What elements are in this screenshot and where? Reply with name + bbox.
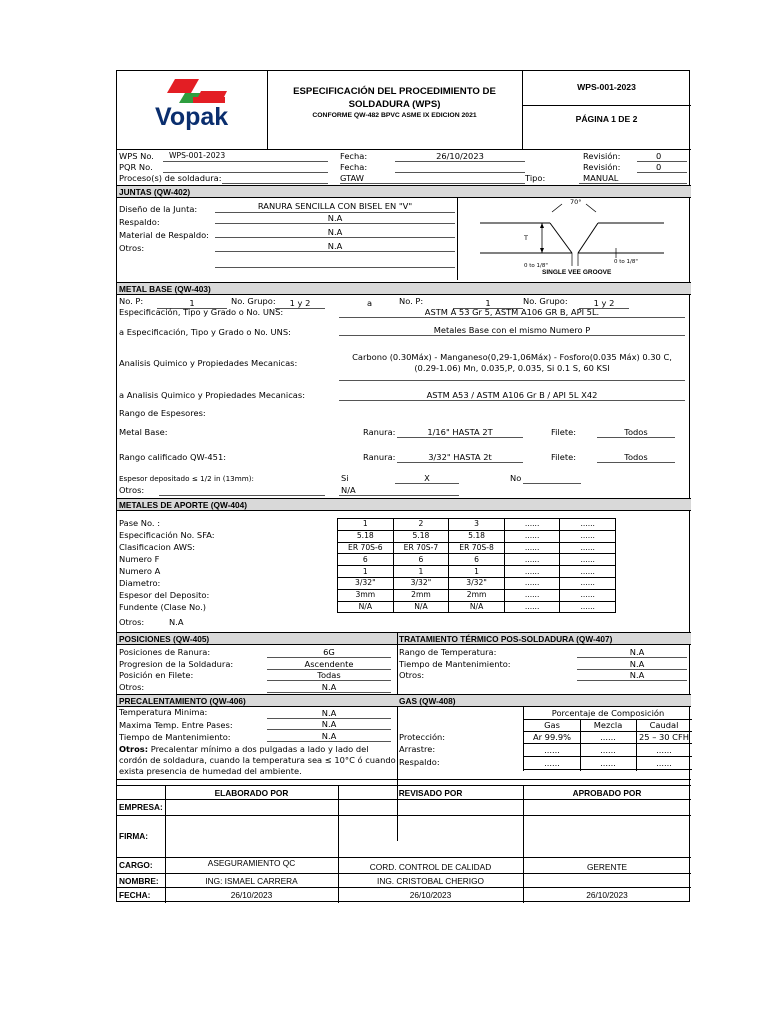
gas-col-caudal: Caudal bbox=[649, 720, 679, 730]
aporte-table-row bbox=[338, 589, 616, 601]
section-gas: GAS (QW-408) bbox=[399, 696, 456, 706]
process-label: Proceso(s) de soldadura: bbox=[119, 173, 222, 183]
material-label: Material de Respaldo: bbox=[119, 230, 209, 240]
gas-respaldo-label: Respaldo: bbox=[399, 757, 440, 767]
aporte-cell: ...... bbox=[504, 530, 560, 542]
gas-table bbox=[523, 707, 691, 771]
espec-value: ASTM A 53 Gr 5, ASTM A106 GR B, API 5L. bbox=[424, 307, 600, 317]
analisis-label: Analisis Quimico y Propiedades Mecanicas: bbox=[119, 358, 298, 368]
aporte-cell: 1 bbox=[449, 566, 505, 578]
sig-fecha-1: 26/10/2023 bbox=[230, 890, 273, 900]
grupo-label: No. Grupo: bbox=[231, 296, 276, 306]
aporte-cell: ER 70S-6 bbox=[338, 542, 394, 554]
aporte-row-label: Numero F bbox=[119, 554, 160, 564]
aporte-table-row bbox=[338, 577, 616, 589]
no-p-label: No. P: bbox=[119, 296, 144, 306]
aporte-cell: 3/32" bbox=[338, 577, 394, 589]
sig-cargo-1: ASEGURAMIENTO QC bbox=[207, 858, 296, 868]
rango-cal-label: Rango calificado QW-451: bbox=[119, 452, 227, 462]
sig-fecha-3: 26/10/2023 bbox=[586, 890, 628, 900]
aporte-cell: ...... bbox=[560, 601, 616, 613]
aporte-row-label: Espesor del Deposito: bbox=[119, 590, 210, 600]
aporte-cell: 6 bbox=[393, 554, 449, 566]
no-p-value: 1 bbox=[189, 298, 195, 308]
aporte-table-row bbox=[338, 554, 616, 566]
pre-otros-line1 bbox=[119, 744, 395, 754]
rev2-label: Revisión: bbox=[583, 162, 621, 172]
gas-col-gas: Gas bbox=[544, 720, 560, 730]
espesor-label: Espesor depositado ≤ 1/2 in (13mm): bbox=[119, 474, 254, 483]
aporte-cell: N/A bbox=[338, 601, 394, 613]
pre-otros-line2: cordón de soldadura, cuando la temperatura sea ≤ 10°C ó cuando bbox=[119, 755, 396, 765]
gas-arrastre-cell: ...... bbox=[544, 745, 560, 755]
gas-porcentaje: Porcentaje de Composición bbox=[551, 708, 665, 718]
doc-title-line2: SOLDADURA (WPS) bbox=[348, 99, 441, 110]
gas-arrastre-cell: ...... bbox=[600, 745, 616, 755]
pre-max-label: Maxima Temp. Entre Pases: bbox=[119, 720, 233, 730]
pos-ranura-value: 6G bbox=[323, 647, 335, 657]
ranura2-value: 3/32" HASTA 2t bbox=[428, 452, 492, 462]
aporte-cell: ...... bbox=[504, 589, 560, 601]
aporte-row-label: Especificación No. SFA: bbox=[119, 530, 215, 540]
doc-title-line1: ESPECIFICACIÓN DEL PROCEDIMIENTO DE bbox=[293, 86, 496, 97]
doc-subtitle: CONFORME QW-482 BPVC ASME IX EDICION 2021 bbox=[312, 112, 477, 119]
analisis2-label: a Analisis Quimico y Propiedades Mecanicas: bbox=[119, 390, 305, 400]
pre-tiempo-value: N.A bbox=[321, 731, 337, 741]
filete2-value: Todos bbox=[624, 452, 648, 462]
grupo-value: 1 y 2 bbox=[289, 298, 311, 308]
aporte-cell: 1 bbox=[338, 519, 394, 531]
no-p2-label: No. P: bbox=[399, 296, 424, 306]
sig-nombre-1: ING: ISMAEL CARRERA bbox=[205, 876, 298, 886]
sketch-angle: 70° bbox=[570, 198, 582, 206]
aporte-cell: 5.18 bbox=[393, 530, 449, 542]
pre-otros-line3: exista presencia de humedad del ambiente. bbox=[119, 766, 302, 776]
gas-proteccion-cell: 25 – 30 CFH bbox=[639, 732, 689, 742]
tt-otros-value: N.A bbox=[629, 670, 645, 680]
pre-tiempo-label: Tiempo de Mantenimiento: bbox=[119, 732, 231, 742]
aporte-cell: ...... bbox=[560, 554, 616, 566]
rango-label: Rango de Espesores: bbox=[119, 408, 206, 418]
aporte-cell: ...... bbox=[504, 542, 560, 554]
wps-value: WPS-001-2023 bbox=[169, 151, 226, 160]
tipo-value: MANUAL bbox=[583, 173, 619, 183]
section-aporte: METALES DE APORTE (QW-404) bbox=[119, 500, 247, 510]
sig-revisado-header: REVISADO POR bbox=[398, 788, 463, 798]
aporte-cell: ...... bbox=[560, 542, 616, 554]
tt-otros-label: Otros: bbox=[399, 670, 425, 680]
wps-document bbox=[116, 70, 690, 902]
aporte-table-row bbox=[338, 530, 616, 542]
aporte-cell: ...... bbox=[504, 601, 560, 613]
si-label: Si bbox=[341, 473, 349, 483]
filete-label: Filete: bbox=[551, 427, 577, 437]
aporte-cell: ...... bbox=[560, 589, 616, 601]
sig-cargo-3: GERENTE bbox=[586, 862, 628, 872]
tt-temp-value: N.A bbox=[629, 647, 645, 657]
aporte-cell: 3mm bbox=[338, 589, 394, 601]
section-posiciones: POSICIONES (QW-405) bbox=[119, 634, 210, 644]
page-number: PÁGINA 1 DE 2 bbox=[575, 114, 638, 124]
aporte-cell: 1 bbox=[393, 566, 449, 578]
aporte-cell: 6 bbox=[338, 554, 394, 566]
otros-junta-label: Otros: bbox=[119, 243, 145, 253]
gas-col-mezcla: Mezcla bbox=[593, 720, 623, 730]
pqr-label: PQR No. bbox=[119, 162, 153, 172]
aporte-cell: 3 bbox=[449, 519, 505, 531]
respaldo-value: N.A bbox=[327, 213, 343, 223]
espec2-label: a Especificación, Tipo y Grado o No. UNS: bbox=[119, 327, 291, 337]
pre-min-value: N.A bbox=[321, 708, 337, 718]
metal-base-label: Metal Base: bbox=[119, 427, 168, 437]
gas-arrastre-label: Arrastre: bbox=[399, 744, 436, 754]
respaldo-label: Respaldo: bbox=[119, 217, 160, 227]
sig-nombre-label: NOMBRE: bbox=[119, 876, 159, 886]
aporte-cell: 3/32" bbox=[393, 577, 449, 589]
aporte-cell: 5.18 bbox=[338, 530, 394, 542]
aporte-table-row bbox=[338, 519, 616, 531]
pre-otros-text1: Precalentar mínimo a dos pulgadas a lado y lado del bbox=[150, 744, 369, 754]
aporte-cell: 2mm bbox=[449, 589, 505, 601]
gas-respaldo-cell: ...... bbox=[600, 758, 616, 768]
aporte-cell: 5.18 bbox=[449, 530, 505, 542]
aporte-cell: 2 bbox=[393, 519, 449, 531]
fecha1-value: 26/10/2023 bbox=[436, 151, 484, 161]
aporte-cell: ...... bbox=[560, 566, 616, 578]
wps-label: WPS No. bbox=[119, 151, 154, 161]
analisis-line2: (0.29-1.06) Mn, 0.035,P, 0.035, Si 0.1 S, 60 KSI bbox=[414, 363, 610, 373]
sketch-thickness: T bbox=[524, 234, 528, 242]
ranura-value: 1/16" HASTA 2T bbox=[427, 427, 493, 437]
aporte-cell: 3/32" bbox=[449, 577, 505, 589]
analisis2-value: ASTM A53 / ASTM A106 Gr B / API 5L X42 bbox=[426, 390, 598, 400]
sig-firma-label: FIRMA: bbox=[119, 831, 149, 841]
tt-tiempo-value: N.A bbox=[629, 659, 645, 669]
aporte-cell: ...... bbox=[504, 566, 560, 578]
aporte-row-label: Diametro: bbox=[119, 578, 161, 588]
otros-junta-value: N.A bbox=[327, 241, 343, 251]
pos-progresion-value: Ascendente bbox=[304, 659, 354, 669]
pos-progresion-label: Progresion de la Soldadura: bbox=[119, 659, 234, 669]
aporte-cell: N/A bbox=[449, 601, 505, 613]
pos-otros-label: Otros: bbox=[119, 682, 145, 692]
diseno-value: RANURA SENCILLA CON BISEL EN "V" bbox=[257, 201, 413, 211]
grupo2-label: No. Grupo: bbox=[523, 296, 568, 306]
filete2-label: Filete: bbox=[551, 452, 577, 462]
a-label: a bbox=[367, 298, 373, 308]
espec2-value: Metales Base con el mismo Numero P bbox=[433, 325, 591, 335]
sig-cargo-2: CORD. CONTROL DE CALIDAD bbox=[369, 862, 492, 872]
aporte-cell: 6 bbox=[449, 554, 505, 566]
sig-aprobado-header: APROBADO POR bbox=[572, 788, 642, 798]
rev1-label: Revisión: bbox=[583, 151, 621, 161]
gas-proteccion-cell: ...... bbox=[600, 732, 616, 742]
ranura2-label: Ranura: bbox=[363, 452, 396, 462]
grupo2-value: 1 y 2 bbox=[593, 298, 615, 308]
pre-max-value: N.A bbox=[321, 719, 337, 729]
otros-mb-label: Otros: bbox=[119, 485, 145, 495]
sig-fecha-2: 26/10/2023 bbox=[409, 890, 452, 900]
aporte-table-row bbox=[338, 601, 616, 613]
ranura-label: Ranura: bbox=[363, 427, 396, 437]
aporte-row-label: Numero A bbox=[119, 566, 161, 576]
gas-respaldo-cell: ...... bbox=[544, 758, 560, 768]
rev2-value: 0 bbox=[656, 162, 662, 172]
aporte-cell: ...... bbox=[560, 530, 616, 542]
otros-mb-value: N/A bbox=[341, 485, 356, 495]
diseno-label: Diseño de la Junta: bbox=[119, 204, 198, 214]
sig-nombre-2: ING. CRISTOBAL CHERIGO bbox=[377, 876, 484, 886]
sig-cargo-label: CARGO: bbox=[119, 860, 153, 870]
pos-ranura-label: Posiciones de Ranura: bbox=[119, 647, 211, 657]
company-name: Vopak bbox=[155, 103, 229, 131]
aporte-table-row bbox=[338, 542, 616, 554]
section-metal-base: METAL BASE (QW-403) bbox=[119, 284, 211, 294]
pos-filete-label: Posición en Filete: bbox=[119, 670, 194, 680]
aporte-cell: N/A bbox=[393, 601, 449, 613]
rev1-value: 0 bbox=[656, 151, 662, 161]
fecha1-label: Fecha: bbox=[340, 151, 368, 161]
aporte-row-label: Clasificacion AWS: bbox=[119, 542, 196, 552]
gas-respaldo-cell: ...... bbox=[656, 758, 672, 768]
material-value: N.A bbox=[327, 227, 343, 237]
otros-aporte-value: N.A bbox=[169, 617, 184, 627]
otros-aporte-label: Otros: bbox=[119, 617, 145, 627]
no-label: No bbox=[510, 473, 522, 483]
pos-filete-value: Todas bbox=[317, 670, 341, 680]
aporte-cell: ...... bbox=[504, 577, 560, 589]
fecha2-label: Fecha: bbox=[340, 162, 368, 172]
aporte-cell: ...... bbox=[560, 519, 616, 531]
pos-otros-value: N.A bbox=[321, 682, 337, 692]
aporte-cell: ER 70S-7 bbox=[393, 542, 449, 554]
aporte-cell: 2mm bbox=[393, 589, 449, 601]
process-value: GTAW bbox=[340, 173, 364, 183]
gas-arrastre-cell: ...... bbox=[656, 745, 672, 755]
section-precalentamiento: PRECALENTAMIENTO (QW-406) bbox=[119, 696, 246, 706]
joint-sketch bbox=[457, 198, 691, 280]
aporte-cell: 1 bbox=[338, 566, 394, 578]
sketch-gap-right: 0 to 1/8" bbox=[614, 259, 638, 265]
espec-label: Especificación, Tipo y Grado o No. UNS: bbox=[119, 307, 284, 317]
aporte-cell: ...... bbox=[504, 554, 560, 566]
doc-code: WPS-001-2023 bbox=[577, 82, 636, 92]
aporte-cell: ER 70S-8 bbox=[449, 542, 505, 554]
gas-proteccion-label: Protección: bbox=[399, 732, 446, 742]
pre-otros-bold: Otros: bbox=[119, 744, 149, 754]
aporte-row-label: Fundente (Clase No.) bbox=[119, 602, 206, 612]
aporte-cell: ...... bbox=[504, 519, 560, 531]
aporte-table-row bbox=[338, 566, 616, 578]
tt-tiempo-label: Tiempo de Mantenimiento: bbox=[399, 659, 511, 669]
gas-proteccion-cell: Ar 99.9% bbox=[532, 732, 572, 742]
sig-elaborado-header: ELABORADO POR bbox=[214, 788, 289, 798]
si-value: X bbox=[424, 473, 430, 483]
tipo-label: Tipo: bbox=[525, 173, 546, 183]
section-tratamiento: TRATAMIENTO TÉRMICO POS-SOLDADURA (QW-407) bbox=[399, 634, 613, 644]
section-juntas: JUNTAS (QW-402) bbox=[119, 187, 191, 197]
filete-value: Todos bbox=[624, 427, 648, 437]
tt-temp-label: Rango de Temperatura: bbox=[399, 647, 497, 657]
aporte-table bbox=[337, 518, 616, 613]
sig-fecha-label: FECHA: bbox=[119, 890, 151, 900]
sketch-caption: SINGLE VEE GROOVE bbox=[542, 269, 612, 276]
pre-min-label: Temperatura Minima: bbox=[119, 707, 208, 717]
no-p2-value: 1 bbox=[485, 298, 491, 308]
aporte-cell: ...... bbox=[560, 577, 616, 589]
analisis-line1: Carbono (0.30Máx) - Manganeso(0,29-1,06Máx) - Fosforo(0.035 Máx) 0.30 C, bbox=[352, 352, 672, 362]
aporte-row-label: Pase No. : bbox=[119, 518, 160, 528]
sig-empresa-label: EMPRESA: bbox=[119, 802, 163, 812]
sketch-gap-left: 0 to 1/8" bbox=[524, 263, 548, 269]
